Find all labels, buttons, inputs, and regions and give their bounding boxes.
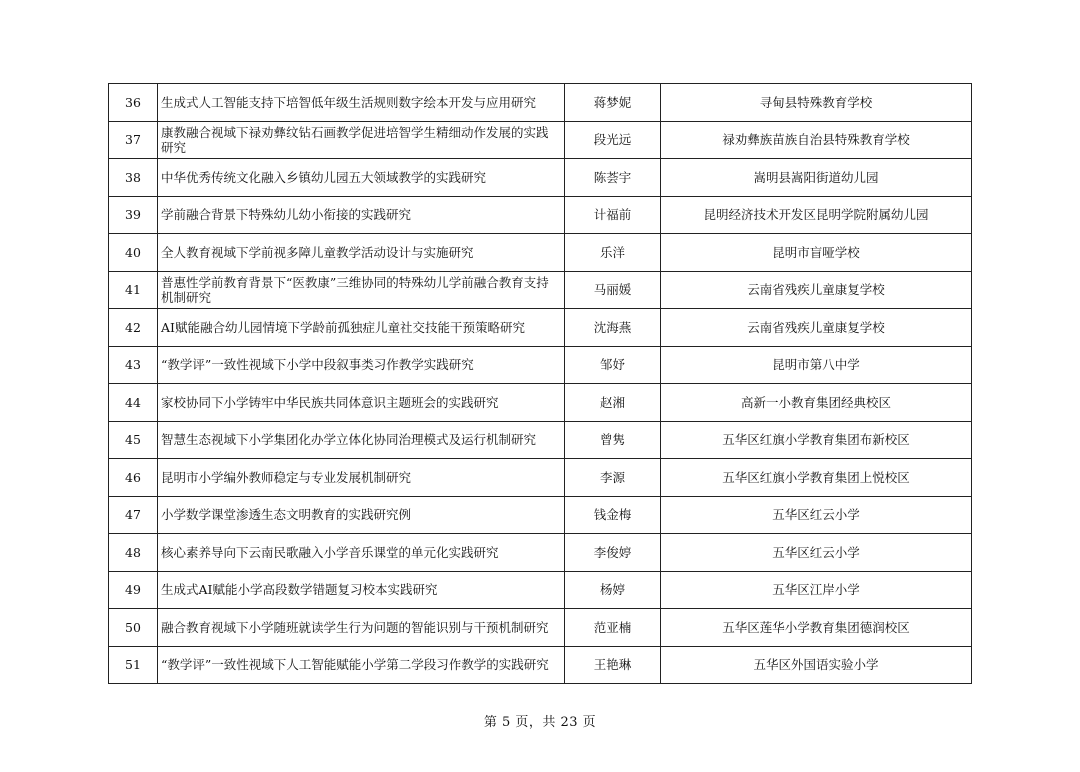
row-number: 51 bbox=[109, 646, 158, 684]
table-row bbox=[109, 234, 972, 272]
project-title: 昆明市小学编外教师稳定与专业发展机制研究 bbox=[158, 459, 565, 497]
project-lead: 赵湘 bbox=[565, 384, 661, 422]
school-name: 五华区红云小学 bbox=[661, 496, 972, 534]
project-title: 智慧生态视域下小学集团化办学立体化协同治理模式及运行机制研究 bbox=[158, 421, 565, 459]
row-number: 41 bbox=[109, 271, 158, 309]
project-lead: 曾隽 bbox=[565, 421, 661, 459]
table-row bbox=[109, 121, 972, 159]
school-name: 五华区红旗小学教育集团上悦校区 bbox=[661, 459, 972, 497]
row-number: 44 bbox=[109, 384, 158, 422]
table-row bbox=[109, 196, 972, 234]
school-name: 嵩明县嵩阳街道幼儿园 bbox=[661, 159, 972, 197]
row-number: 39 bbox=[109, 196, 158, 234]
school-name: 禄劝彝族苗族自治县特殊教育学校 bbox=[661, 121, 972, 159]
page-number: 第 5 页，共 23 页 bbox=[483, 715, 597, 730]
table-row bbox=[109, 609, 972, 647]
project-title: 普惠性学前教育背景下“医教康”三维协同的特殊幼儿学前融合教育支持机制研究 bbox=[158, 271, 565, 309]
table-row bbox=[109, 421, 972, 459]
project-lead: 杨婷 bbox=[565, 571, 661, 609]
project-lead: 王艳琳 bbox=[565, 646, 661, 684]
row-number: 48 bbox=[109, 534, 158, 572]
school-name: 五华区江岸小学 bbox=[661, 571, 972, 609]
project-lead: 马丽媛 bbox=[565, 271, 661, 309]
school-name: 五华区莲华小学教育集团德润校区 bbox=[661, 609, 972, 647]
school-name: 昆明经济技术开发区昆明学院附属幼儿园 bbox=[661, 196, 972, 234]
table-row bbox=[109, 159, 972, 197]
project-lead: 李源 bbox=[565, 459, 661, 497]
project-title: 小学数学课堂渗透生态文明教育的实践研究例 bbox=[158, 496, 565, 534]
school-name: 云南省残疾儿童康复学校 bbox=[661, 271, 972, 309]
project-lead: 蒋梦妮 bbox=[565, 84, 661, 122]
project-title: 全人教育视域下学前视多障儿童教学活动设计与实施研究 bbox=[158, 234, 565, 272]
row-number: 40 bbox=[109, 234, 158, 272]
school-name: 昆明市第八中学 bbox=[661, 346, 972, 384]
project-title: 康教融合视域下禄劝彝纹钻石画教学促进培智学生精细动作发展的实践研究 bbox=[158, 121, 565, 159]
project-lead: 邹妤 bbox=[565, 346, 661, 384]
project-lead: 钱金梅 bbox=[565, 496, 661, 534]
row-number: 49 bbox=[109, 571, 158, 609]
table-row bbox=[109, 496, 972, 534]
table-row bbox=[109, 534, 972, 572]
project-list-table bbox=[108, 83, 972, 684]
table-row bbox=[109, 459, 972, 497]
project-lead: 乐洋 bbox=[565, 234, 661, 272]
row-number: 42 bbox=[109, 309, 158, 347]
school-name: 高新一小教育集团经典校区 bbox=[661, 384, 972, 422]
project-title: “教学评”一致性视域下小学中段叙事类习作教学实践研究 bbox=[158, 346, 565, 384]
school-name: 五华区红旗小学教育集团布新校区 bbox=[661, 421, 972, 459]
school-name: 寻甸县特殊教育学校 bbox=[661, 84, 972, 122]
table-row bbox=[109, 271, 972, 309]
project-list-body bbox=[109, 84, 972, 684]
table-row bbox=[109, 571, 972, 609]
row-number: 50 bbox=[109, 609, 158, 647]
project-title: 学前融合背景下特殊幼儿幼小衔接的实践研究 bbox=[158, 196, 565, 234]
school-name: 五华区红云小学 bbox=[661, 534, 972, 572]
project-lead: 陈荟宇 bbox=[565, 159, 661, 197]
project-title: “教学评”一致性视域下人工智能赋能小学第二学段习作教学的实践研究 bbox=[158, 646, 565, 684]
project-title: 生成式AI赋能小学高段数学错题复习校本实践研究 bbox=[158, 571, 565, 609]
project-lead: 范亚楠 bbox=[565, 609, 661, 647]
project-title: 中华优秀传统文化融入乡镇幼儿园五大领域教学的实践研究 bbox=[158, 159, 565, 197]
project-lead: 李俊婷 bbox=[565, 534, 661, 572]
row-number: 38 bbox=[109, 159, 158, 197]
row-number: 43 bbox=[109, 346, 158, 384]
table-row bbox=[109, 84, 972, 122]
project-title: 生成式人工智能支持下培智低年级生活规则数字绘本开发与应用研究 bbox=[158, 84, 565, 122]
table-row bbox=[109, 346, 972, 384]
project-lead: 计福前 bbox=[565, 196, 661, 234]
table-row bbox=[109, 384, 972, 422]
table-row bbox=[109, 646, 972, 684]
school-name: 昆明市盲哑学校 bbox=[661, 234, 972, 272]
row-number: 36 bbox=[109, 84, 158, 122]
project-title: 家校协同下小学铸牢中华民族共同体意识主题班会的实践研究 bbox=[158, 384, 565, 422]
project-title: AI赋能融合幼儿园情境下学龄前孤独症儿童社交技能干预策略研究 bbox=[158, 309, 565, 347]
project-title: 核心素养导向下云南民歌融入小学音乐课堂的单元化实践研究 bbox=[158, 534, 565, 572]
table-row bbox=[109, 309, 972, 347]
row-number: 37 bbox=[109, 121, 158, 159]
row-number: 46 bbox=[109, 459, 158, 497]
project-lead: 沈海燕 bbox=[565, 309, 661, 347]
project-title: 融合教育视域下小学随班就读学生行为问题的智能识别与干预机制研究 bbox=[158, 609, 565, 647]
school-name: 五华区外国语实验小学 bbox=[661, 646, 972, 684]
row-number: 47 bbox=[109, 496, 158, 534]
project-lead: 段光远 bbox=[565, 121, 661, 159]
row-number: 45 bbox=[109, 421, 158, 459]
school-name: 云南省残疾儿童康复学校 bbox=[661, 309, 972, 347]
